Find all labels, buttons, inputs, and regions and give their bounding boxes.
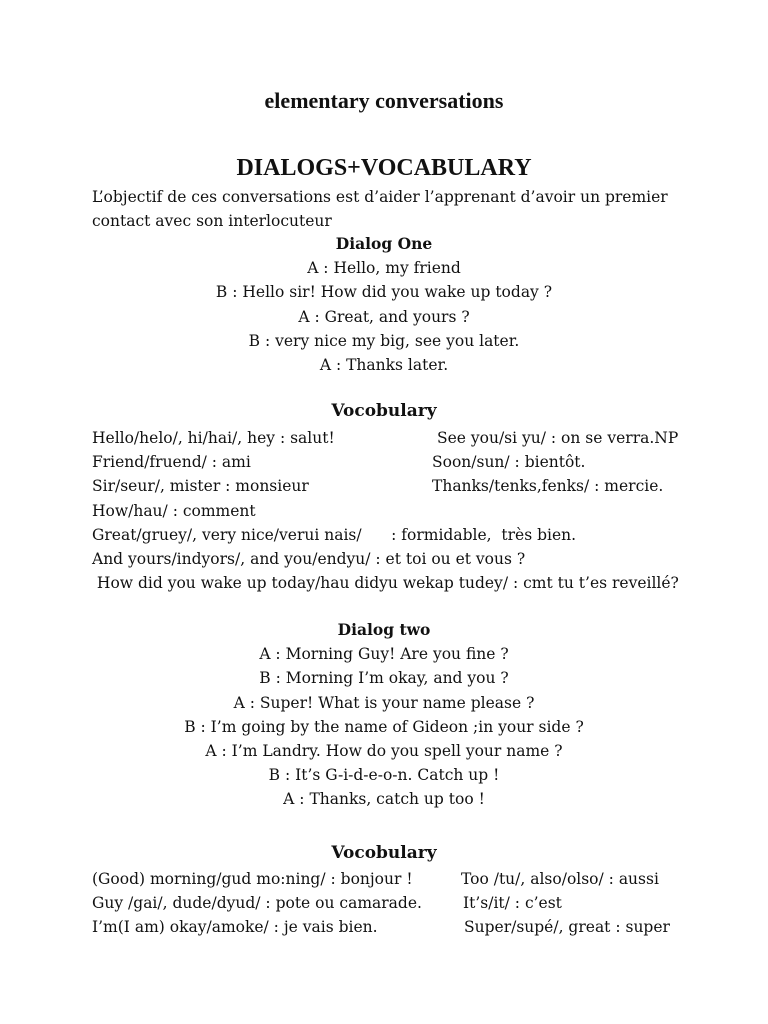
- vocab-term: Thanks/tenks,fenks/ : mercie.: [432, 477, 664, 496]
- vocab-term: I’m(I am) okay/amoke/ : je vais bien.: [92, 918, 378, 937]
- dialog-line: A : Morning Guy! Are you fine ?: [259, 645, 509, 664]
- dialog-two-heading: Dialog two: [337, 620, 431, 639]
- vocab-row: [0, 547, 768, 571]
- dialog-two: [0, 618, 768, 812]
- dialog-line: A : I’m Landry. How do you spell your name ?: [205, 742, 563, 761]
- vocab-term: See you/si yu/ : on se verra.NP: [437, 429, 679, 447]
- vocab-term: Soon/sun/ : bientôt.: [432, 453, 586, 472]
- vocab-one-list: [0, 426, 768, 595]
- vocab-term: How did you wake up today/hau didyu wekap tudey/ : cmt tu t’es reveillé?: [92, 574, 679, 593]
- vocab-row: [0, 915, 768, 939]
- vocab-term: Great/gruey/, very nice/verui nais/ : formidable, très bien.: [92, 525, 577, 544]
- vocab-row: [0, 891, 768, 915]
- vocab-two-heading: Vocobulary: [331, 843, 437, 863]
- vocab-term: How/hau/ : comment: [92, 501, 256, 520]
- dialog-line: B : I’m going by the name of Gideon ;in your side ?: [184, 717, 584, 736]
- vocab-row: [0, 571, 768, 595]
- dialog-line: A : Great, and yours ?: [298, 307, 470, 326]
- intro-paragraph: L’objectif de ces conversations est d’aider l’apprenant d’avoir un premier contact avec son interlocuteur: [92, 188, 668, 230]
- dialog-line: B : very nice my big, see you later.: [248, 331, 520, 350]
- dialog-line: A : Hello, my friend: [307, 259, 461, 278]
- vocab-two-list: [0, 867, 768, 940]
- vocab-row: [0, 867, 768, 891]
- vocab-row: [0, 474, 768, 498]
- document-subtitle: DIALOGS+VOCABULARY: [236, 155, 532, 181]
- vocab-one-heading: Vocobulary: [331, 401, 437, 421]
- dialog-one-heading: Dialog One: [335, 234, 433, 253]
- vocab-row: [0, 426, 768, 450]
- dialog-line: B : Morning I’m okay, and you ?: [259, 669, 509, 688]
- vocab-term: It’s/it/ : c’est: [463, 894, 562, 913]
- dialog-line: A : Thanks later.: [319, 356, 449, 375]
- document-title: elementary conversations: [264, 88, 504, 113]
- vocab-term: (Good) morning/gud mo:ning/ : bonjour !: [92, 870, 413, 888]
- dialog-line: A : Super! What is your name please ?: [233, 693, 535, 712]
- dialog-one: [0, 232, 768, 377]
- vocab-term: Too /tu/, also/olso/ : aussi: [461, 870, 659, 888]
- dialog-line: A : Thanks, catch up too !: [283, 790, 485, 809]
- vocab-row: [0, 499, 768, 523]
- vocab-term: Sir/seur/, mister : monsieur: [92, 477, 309, 496]
- vocab-term: Super/supé/, great : super: [464, 918, 670, 937]
- vocab-term: Guy /gai/, dude/dyud/ : pote ou camarade.: [92, 894, 422, 913]
- vocab-term: Friend/fruend/ : ami: [92, 453, 251, 472]
- dialog-line: B : It’s G-i-d-e-o-n. Catch up !: [268, 766, 500, 785]
- dialog-line: B : Hello sir! How did you wake up today ?: [215, 283, 553, 302]
- vocab-term: And yours/indyors/, and you/endyu/ : et toi ou et vous ?: [92, 549, 526, 568]
- vocab-term: Hello/helo/, hi/hai/, hey : salut!: [92, 429, 335, 447]
- vocab-row: [0, 450, 768, 474]
- vocab-row: [0, 523, 768, 547]
